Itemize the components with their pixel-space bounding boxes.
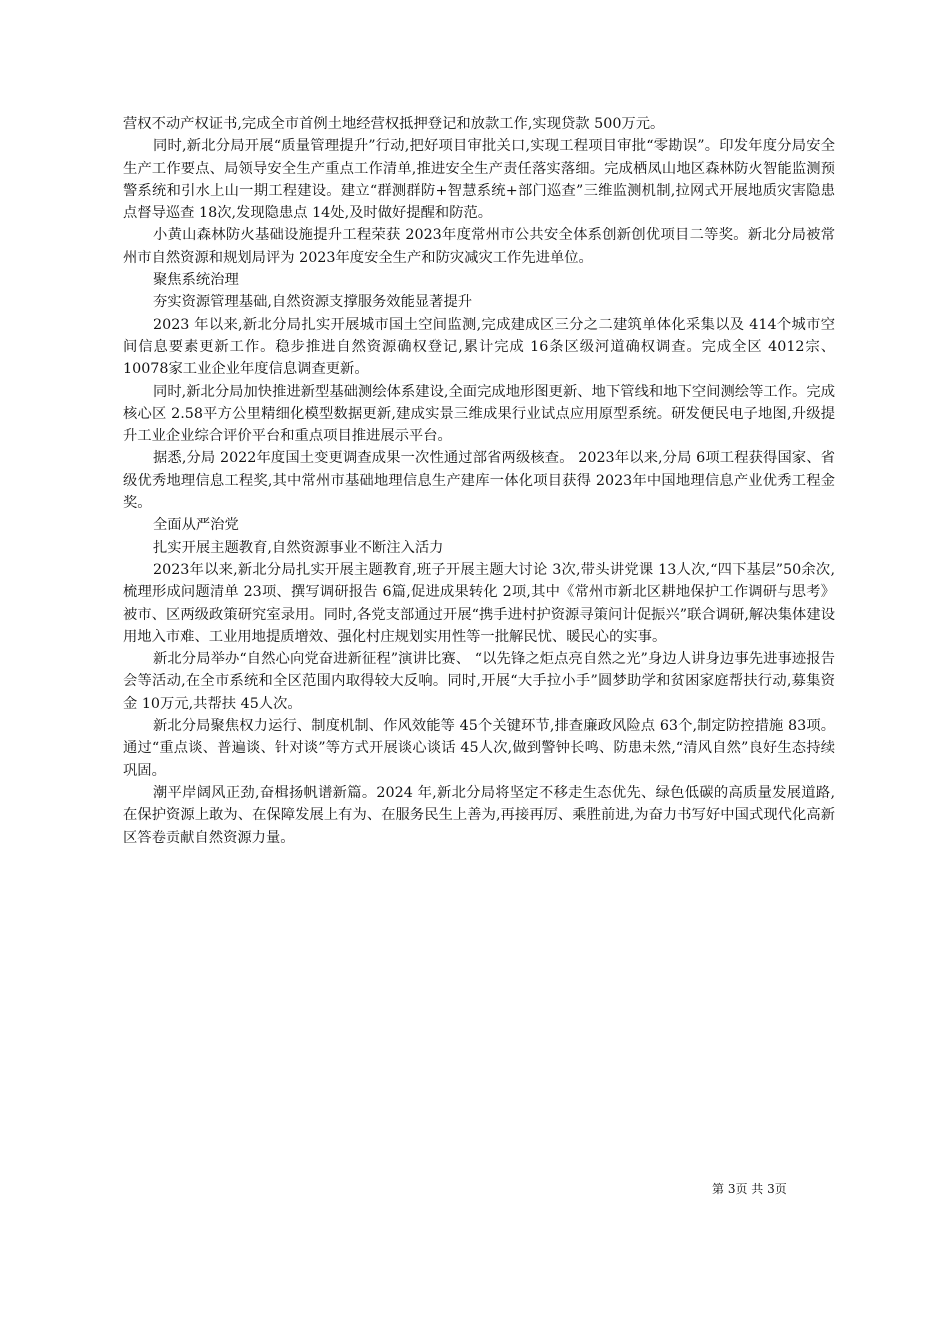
- paragraph: 小黄山森林防火基础设施提升工程荣获 2023年度常州市公共安全体系创新创优项目二等奖。新北分局被常州市自然资源和规划局评为 2023年度安全生产和防灾减灾工作先进单位。: [123, 227, 835, 266]
- document-body: [123, 113, 835, 849]
- paragraph: 2023 年以来,新北分局扎实开展城市国土空间监测,完成建成区三分之二建筑单体化采集以及 414个城市空间信息要素更新工作。稳步推进自然资源确权登记,累计完成 16条区级河道确权调查。完成全区 4012宗、10078家工业企业年度信息调查更新。: [123, 316, 835, 378]
- section-subheading: 夯实资源管理基础,自然资源支撑服务效能显著提升: [153, 294, 473, 311]
- section-heading: 聚焦系统治理: [153, 272, 239, 289]
- paragraph: 潮平岸阔风正劲,奋楫扬帆谱新篇。2024 年,新北分局将坚定不移走生态优先、绿色低碳的高质量发展道路,在保护资源上敢为、在保障发展上有为、在服务民生上善为,再接再厉、乘胜前进,为奋力书写好中国式现代化高新区答卷贡献自然资源力量。: [123, 784, 835, 846]
- paragraph: 营权不动产权证书,完成全市首例土地经营权抵押登记和放款工作,实现贷款 500万元。: [123, 116, 665, 132]
- paragraph: 2023年以来,新北分局扎实开展主题教育,班子开展主题大讨论 3次,带头讲党课 13人次,“四下基层”50余次,梳理形成问题清单 23项、撰写调研报告 6篇,促进成果转化 2项,其中《常州市新北区耕地保护工作调研与思考》被市、区两级政策研究室录用。同时,各党支部通过开展“携手进村护资源寻策问计促振兴”联合调研,解决集体建设用地入市难、工业用地提质增效、强化村庄规划实用性等一批解民忧、暖民心的实事。: [123, 561, 835, 645]
- paragraph: 新北分局聚焦权力运行、制度机制、作风效能等 45个关键环节,排查廉政风险点 63个,制定防控措施 83项。通过“重点谈、普遍谈、针对谈”等方式开展谈心谈话 45人次,做到警钟长鸣、防患未然,“清风自然”良好生态持续巩固。: [123, 718, 835, 779]
- paragraph: 据悉,分局 2022年度国土变更调查成果一次性通过部省两级核查。 2023年以来,分局 6项工程获得国家、省级优秀地理信息工程奖,其中常州市基础地理信息生产建库一体化项目获得 2023年中国地理信息产业优秀工程金奖。: [123, 450, 835, 512]
- section-heading: 全面从严治党: [153, 517, 239, 534]
- paragraph: 新北分局举办“自然心向党奋进新征程”演讲比赛、 “以先锋之炬点亮自然之光”身边人讲身边事先进事迹报告会等活动,在全市系统和全区范围内取得较大反响。同时,开展“大手拉小手”圆梦助学和贫困家庭帮扶行动,募集资金 10万元,共帮扶 45人次。: [123, 651, 835, 712]
- page-number: 第 3页 共 3页: [712, 1182, 787, 1196]
- paragraph: 同时,新北分局开展“质量管理提升”行动,把好项目审批关口,实现工程项目审批“零勘误”。印发年度分局安全生产工作要点、局领导安全生产重点工作清单,推进安全生产责任落实落细。完成栖凤山地区森林防火智能监测预警系统和引水上山一期工程建设。建立“群测群防+智慧系统+部门巡查”三维监测机制,拉网式开展地质灾害隐患点督导巡查 18次,发现隐患点 14处,及时做好提醒和防范。: [123, 138, 835, 222]
- section-subheading: 扎实开展主题教育,自然资源事业不断注入活力: [153, 539, 444, 556]
- paragraph: 同时,新北分局加快推进新型基础测绘体系建设,全面完成地形图更新、地下管线和地下空间测绘等工作。完成核心区 2.58平方公里精细化模型数据更新,建成实景三维成果行业试点应用原型系统。研发便民电子地图,升级提升工业企业综合评价平台和重点项目推进展示平台。: [123, 383, 835, 445]
